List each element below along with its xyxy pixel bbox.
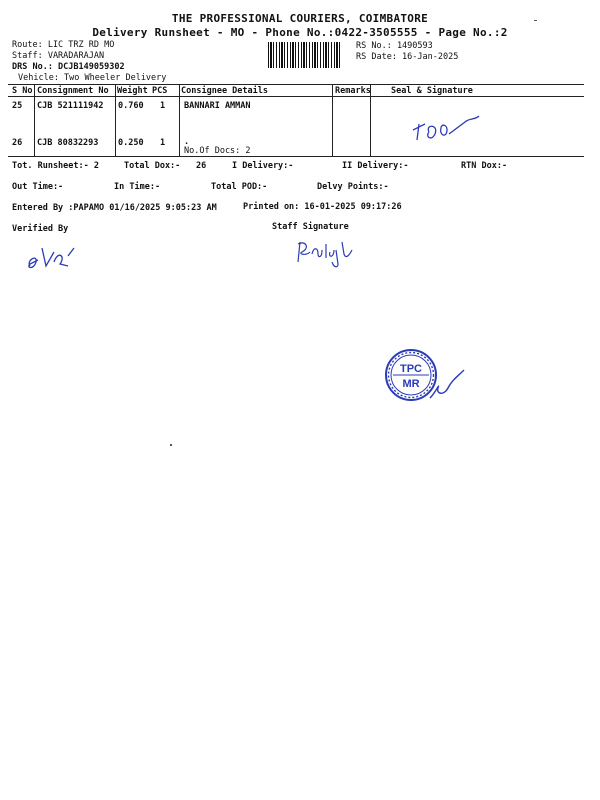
row-weight: 0.760 (118, 101, 144, 111)
stamp-bottom-text: MR (402, 378, 420, 390)
rs-number: RS No.: 1490593 (356, 41, 433, 51)
total-pod: Total POD:- (211, 182, 268, 192)
staff: Staff: VARADARAJAN (12, 51, 105, 61)
row-consignee: BANNARI AMMAN (184, 101, 251, 111)
vehicle: Vehicle: Two Wheeler Delivery (18, 73, 167, 83)
entered-by: Entered By :PAPAMO 01/16/2025 9:05:23 AM (12, 203, 217, 213)
col-consignee: Consignee Details (181, 86, 268, 96)
speck (534, 20, 537, 21)
tpc-stamp (384, 348, 484, 418)
company-title: THE PROFESSIONAL COURIERS, COIMBATORE (171, 12, 429, 25)
row-pcs: 1 (160, 101, 166, 111)
stamp-top-text: TPC (400, 363, 422, 375)
drs-number: DRS No.: DCJB149059302 (12, 62, 125, 72)
row-consignment: CJB 80832293 (37, 138, 99, 148)
col-consignment: Consignment No (37, 86, 109, 96)
verified-by: Verified By (12, 224, 69, 234)
barcode (268, 42, 340, 68)
total-dox-label: Total Dox:- (124, 161, 181, 171)
route: Route: LIC TRZ RD MO (12, 40, 115, 50)
speck (170, 444, 172, 446)
i-delivery: I Delivery:- (232, 161, 294, 171)
row-consignment: CJB 521111942 (37, 101, 104, 111)
row-weight: 0.250 (118, 138, 144, 148)
tot-runsheet: Tot. Runsheet:- 2 (12, 161, 99, 171)
row-pcs: 1 (160, 138, 166, 148)
col-seal: Seal & Signature (391, 86, 473, 96)
col-remarks: Remarks (335, 86, 371, 96)
ii-delivery: II Delivery:- (342, 161, 409, 171)
col-sno: S No (12, 86, 33, 96)
rs-date: RS Date: 16-Jan-2025 (356, 52, 459, 62)
row-consignee: . (184, 137, 190, 147)
row-docs-count: No.Of Docs: 2 (184, 146, 251, 156)
staff-signature (292, 236, 362, 270)
row-sno: 25 (12, 101, 23, 111)
rtn-dox: RTN Dox:- (461, 161, 508, 171)
printed-on: Printed on: 16-01-2025 09:17:26 (243, 202, 402, 212)
verified-signature (24, 242, 84, 274)
runsheet-subtitle: Delivery Runsheet - MO - Phone No.:0422-3505555 - Page No.:2 (92, 26, 508, 39)
total-dox-value: 26 (196, 161, 207, 171)
staff-signature-label: Staff Signature (272, 222, 349, 232)
seal-signature (405, 110, 485, 146)
in-time: In Time:- (114, 182, 161, 192)
col-weight: Weight (117, 86, 148, 96)
col-pcs: PCS (152, 86, 168, 96)
row-sno: 26 (12, 138, 23, 148)
delvy-points: Delvy Points:- (317, 182, 389, 192)
out-time: Out Time:- (12, 182, 64, 192)
